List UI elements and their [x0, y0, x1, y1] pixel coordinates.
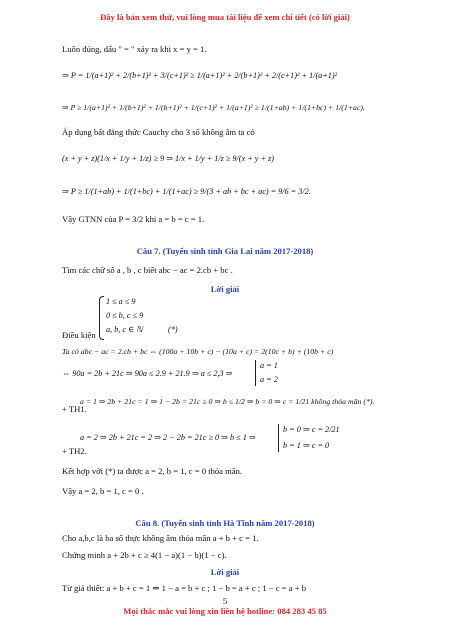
question-7-text: Tìm các chữ số a , b , c biết abc − ac = 2.cb + bc .	[62, 265, 233, 275]
solution-heading: Lời giải	[210, 284, 240, 294]
math-line: ⇒ P ≥ 1/(a+1)² + 1/(b+1)² + 1/(b+1)² + 1/(c+1)² + 1/(a+1)² ≥ 1/(1+ab) + 1/(1+bc) + 1/(1+ac).	[62, 103, 365, 112]
case-line: a = 2	[260, 375, 278, 384]
text-line: Từ giả thiết: a + b + c = 1 ⇒ 1 − a = b + c ; 1 − b = a + c ; 1 − c = a + b	[62, 583, 306, 593]
condition-line: 1 ≤ a ≤ 9	[106, 297, 136, 306]
text-line: Vậy a = 2, b = 1, c = 0 .	[62, 486, 144, 496]
math-line: Ta có abc − ac = 2.cb + bc ⇔ (100a + 10b + c) − (10a + c) = 2(10c + b) + (10b + c)	[62, 347, 334, 356]
question-8-text: Cho a,b,c là ba số thực không âm thỏa mãn a + b + c = 1.	[62, 533, 259, 543]
math-line: a = 1 ⇒ 2b + 21c = 1 ⇒ 1 − 2b = 21c ≥ 0 ⇒ b ≤ 1/2 ⇒ b = 0 ⇒ c = 1/21 không thỏa mãn (*).	[80, 397, 375, 406]
case-label: + TH2.	[62, 446, 87, 456]
math-line: ⇒ P ≥ 1/(1+ab) + 1/(1+bc) + 1/(1+ac) ≥ 9/(3 + ab + bc + ac) = 9/6 = 3/2.	[62, 187, 311, 196]
math-line: (x + y + z)(1/x + 1/y + 1/z) ≥ 9 ⇒ 1/x + 1/y + 1/z ≥ 9/(x + y + z)	[62, 154, 274, 163]
condition-star: (*)	[168, 325, 178, 334]
math-line: ⇒ P = 1/(a+1)² + 2/(b+1)² + 3/(c+1)² ≥ 1/(a+1)² + 2/(b+1)² + 2/(c+1)² + 1/(a+1)²	[62, 71, 338, 80]
system-brace	[99, 296, 104, 340]
text-line: Kết hợp với (*) ta được a = 2, b = 1, c = 0 thỏa mãn.	[62, 466, 243, 476]
page-number: 5	[222, 596, 228, 606]
case-label: + TH1.	[62, 404, 87, 414]
math-line: a = 2 ⇒ 2b + 21c = 2 ⇒ 2 − 2b = 21c ≥ 0 ⇒ b ≤ 1 ⇒	[80, 433, 256, 442]
header-banner: Đây là bản xem thử, vui lòng mua tài liệu để xem chi tiết (có lời giải)	[100, 12, 350, 22]
question-7-title: Câu 7. (Tuyển sinh tỉnh Gia Lai năm 2017-2018)	[136, 246, 314, 256]
condition-line: a, b, c ∈ ℕ	[106, 325, 143, 334]
case-line: b = 0 ⇒ c = 2/21	[283, 425, 340, 434]
question-8-text: Chứng minh a + 2b + c ≥ 4(1 − a)(1 − b)(1 − c).	[62, 550, 227, 560]
footer-banner: Mọi thắc mắc vui lòng xin liên hệ hotline: 084 283 45 85	[123, 606, 327, 616]
math-line: ⇔ 90a = 2b + 21c ⇒ 90a ≤ 2.9 + 21.9 ⇒ a ≤ 2,3 ⇒	[62, 369, 233, 378]
condition-line: 0 ≤ b, c ≤ 9	[106, 311, 144, 320]
text-line: Luôn đúng, dấu " = " xảy ra khi x = y = 1.	[62, 44, 207, 54]
case-line: b = 1 ⇒ c = 0	[283, 441, 330, 450]
solution-heading: Lời giải	[210, 567, 240, 577]
case-line: a = 1	[260, 361, 278, 370]
text-line: Áp dụng bất đẳng thức Cauchy cho 3 số không âm ta có	[62, 127, 255, 137]
question-8-title: Câu 8. (Tuyển sinh tỉnh Hà Tĩnh năm 2017-2018)	[135, 518, 315, 528]
text-line: Vậy GTNN của P = 3/2 khi a = b = c = 1.	[62, 214, 205, 224]
condition-label: Điều kiện	[62, 330, 96, 340]
